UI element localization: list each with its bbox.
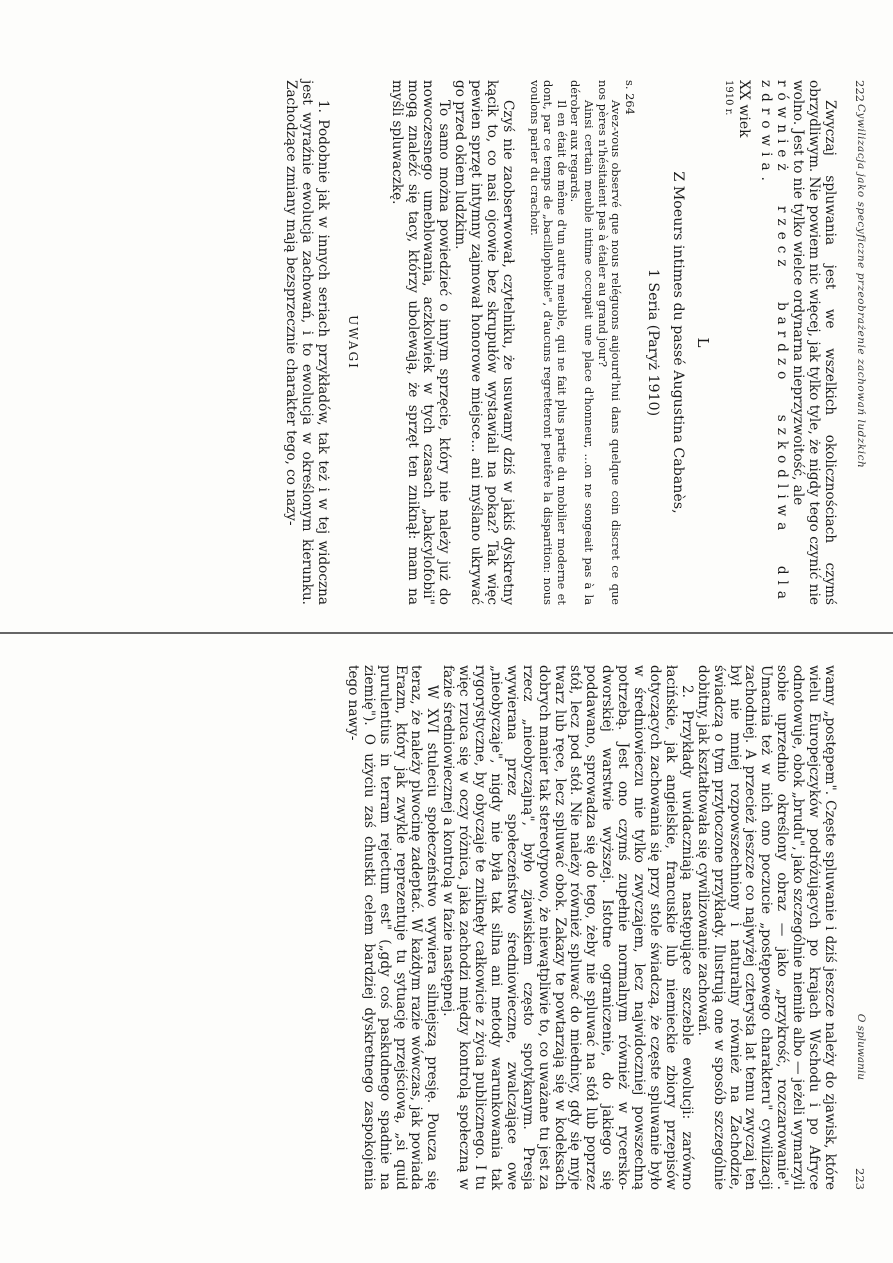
source-line-1: Z Moeurs intimes du passé Augustina Cabanès, [669,171,686,514]
left-page-number: 222 [853,80,867,102]
right-running-title: O spluwaniu [855,1013,867,1080]
polish-paragraph: Czyś nie zaobserwował, czytelniku, że usuwamy dziś w jakiś dyskretny kącik to, co nasi ojcowie bez skrupułów wystawiali na pokaz? Tak więc pewien sprzęt intymny zajmował honorowe miejsce... ani myślano ukrywać go przed okiem ludzkim. [452,80,516,605]
left-running-head [849,80,867,605]
french-paragraph: Il en était de même d'un autre meuble, qui ne fait plus partie du mobilier moderne et dont, par ce temps de „bacillophobie", d'aucuns regretteront peutêre la disparition: nous voulons parler du crachoir. [527,80,569,605]
note-paragraph: 1. Podobnie jak w innych seriach przykładów, tak też i w tej widoczna jest wyraźnie ewolucja zachowań, i to ewolucja w określonym kierunku. Zachodzące zmiany mają bezsprzecznie charakter tego, co nazy- [283,80,331,605]
left-running-title: Cywilizacja jako specyficzne przeobrażenie zachowań ludzkich [855,104,867,469]
right-page [0,665,893,1190]
section-roman-numeral: L [693,337,712,348]
source-line-2: 1 Seria (Paryż 1910) [644,268,661,417]
right-paragraph: 2. Przykłady uwidaczniają następujące szczeble ewolucji: zarówno łacińskie, jak angielskie, francuskie lub niemieckie zbiory przepisów dotyczących zachowania się przy stole świadczą, że częste spluwanie było w średniowieczu nie tylko zwyczajem, lecz najwidoczniej powszechną potrzebą. Jest ono czymś zupełnie normalnym również w rycersko-dworskiej warstwie wyższej. Istotne ograniczenie, do jakiego się poddawano, sprowadza się do tego, żeby nie spluwać na stół lub poprzez stół, lecz pod stół. Nie należy również spluwać do miednicy, gdy się myje twarz lub ręce, lecz spluwać obok. Zakazy te powtarzają się w kodeksach dobrych manier tak stereotypowo, że niewątpliwie to, co uważane tu jest za rzecz „nieobyczajną", było zjawiskiem często spotykanym. Presja wywierana przez społeczeństwo średniowieczne, zwalczające owe „nieobyczaje", nigdy nie była tak silna ani metody warunkowania tak rygorystyczne, by obyczaje te zniknęły całkowicie z życia publicznego. I tu więc rzuca się w oczy różnica, jaka zachodzi między kontrolą społeczną w fazie średniowiecznej a kontrolą w fazie następnej. [440,665,695,1190]
french-paragraph: Ainsi certain meuble intime occupait une place d'honneur, ...on ne songeait pas à la dérober aux regards. [568,80,596,605]
polish-paragraph: To samo można powiedzieć o innym sprzęcie, który nie należy już do nowoczesnego umeblowania, aczkolwiek w tych czasach „bakcylofobii" mogą znaleźć się tacy, którzy ubolewają, że sprzęt ten zniknął: mam na myśli spluwaczkę. [388,80,453,605]
french-paragraph: Avez-vous observé que nous reléguons aujourd'hui dans quelque coin discret ce que nos pères n'hésitaient pas à étaler au grand jour? [595,80,624,605]
notes-heading: UWAGI [345,315,360,370]
right-paragraph: W XVI stuleciu społeczeństwo wywiera silniejszą presję. Poucza się teraz, że należy plwocinę zadeptać. W każdym razie wówczas, jak powiada Erazm, który jak zwykle reprezentuje tu sytuację przejściową, „si quid purulentius in terram rejectum est" („gdy coś paskudnego spadnie na ziemię"). O użyciu zaś chustki celem bardziej dyskretnego zaspokojenia tego nawy- [344,665,441,1190]
year-note: 1910 r. [722,80,734,116]
right-page-number: 223 [853,1168,867,1190]
left-page [0,80,893,605]
left-paragraph: Zwyczaj spluwania jest we wszelkich okolicznościach czymś obrzydliwym. Nie powiem nic więcej, jak tylko tyle, że nigdy tego czynić nie wolno. Jest to nie tylko wielce ordynarna nieprzyzwoitość, ale [790,80,838,605]
left-column [282,80,837,605]
page-reference: s. 264 [622,80,637,115]
gutter-line [0,632,893,634]
left-paragraph-spaced: również rzecz bardzo szkodliwa dla zdrowia. [758,80,791,605]
right-running-head [849,665,867,1190]
century-heading: XX wiek [736,80,753,138]
right-column [344,665,837,1190]
right-paragraph: wamy „postępem". Częste spluwanie i dziś jeszcze należy do zjawisk, które wielu Europejczyków podróżujących po krajach Wschodu i po Afryce odnotowuje, obok „brudu", jako szczególnie niemiłe albo — jeżeli wymarzyli sobie uprzednio określony obraz — jako „przykrość, rozczarowanie". Umacnia też w nich ono poczucie „postępowego charakteru" cywilizacji zachodniej. A przecież jeszcze co najwyżej czterysta lat temu zwyczaj ten był nie mniej rozpowszechniony i naturalny również na Zachodzie, świadczą o tym przytoczone przykłady. Ilustrują one w sposób szczególnie dobitny, jak kształtowała się cywilizowanie zachowań. [694,665,838,1190]
